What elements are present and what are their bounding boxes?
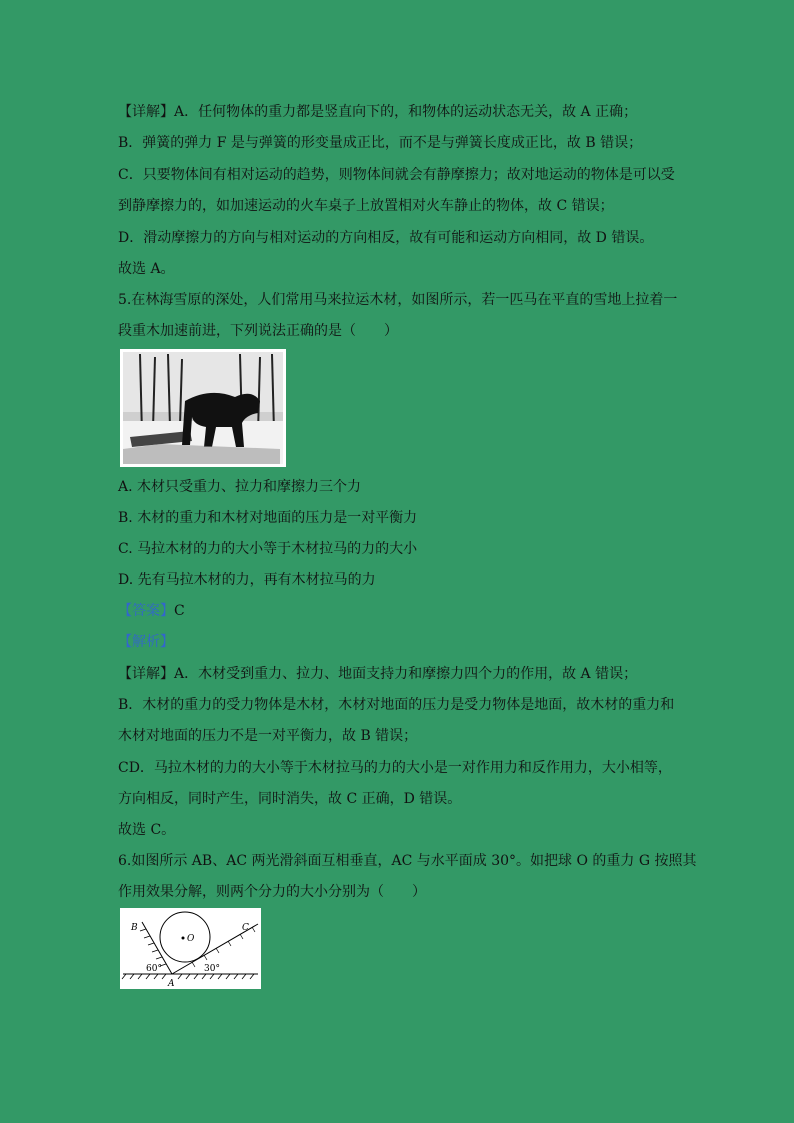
- q5-detail-a: 【详解】A．木材受到重力、拉力、地面支持力和摩擦力四个力的作用，故 A 错误；: [118, 666, 638, 682]
- q5-stem-line2: 段重木加速前进，下列说法正确的是（ ）: [118, 323, 398, 339]
- q4-detail-a: 【详解】A．任何物体的重力都是竖直向下的，和物体的运动状态无关，故 A 正确；: [118, 104, 638, 120]
- q5-detail-cd2: 方向相反，同时产生，同时消失，故 C 正确，D 错误。: [118, 791, 462, 807]
- q5-option-b: B. 木材的重力和木材对地面的压力是一对平衡力: [118, 510, 418, 526]
- q5-conclusion: 故选 C。: [118, 822, 176, 838]
- q6-stem-line2: 作用效果分解，则两个分力的大小分别为（ ）: [118, 884, 426, 900]
- inclined-planes-figure: [120, 908, 261, 989]
- q6-stem-line1: 6.如图所示 AB、AC 两光滑斜面互相垂直，AC 与水平面成 30°。如把球 O 的重力 G 按照其: [118, 853, 697, 869]
- q4-conclusion: 故选 A。: [118, 261, 175, 277]
- q4-detail-c2: 到静摩擦力的，如加速运动的火车桌子上放置相对火车静止的物体，故 C 错误；: [118, 198, 614, 214]
- q5-option-d: D. 先有马拉木材的力，再有木材拉马的力: [118, 572, 376, 588]
- q4-detail-b: B．弹簧的弹力 F 是与弹簧的形变量成正比，而不是与弹簧长度成正比，故 B 错误；: [118, 135, 643, 151]
- label-a: A: [168, 979, 175, 989]
- angle-60: 60°: [146, 964, 162, 974]
- q5-answer: [118, 601, 688, 621]
- q5-option-c: C. 马拉木材的力的大小等于木材拉马的力的大小: [118, 541, 418, 557]
- label-b: B: [131, 923, 138, 933]
- q5-stem-line1: 5.在林海雪原的深处，人们常用马来拉运木材，如图所示，若一匹马在平直的雪地上拉着一: [118, 292, 678, 308]
- q5-option-a: A. 木材只受重力、拉力和摩擦力三个力: [118, 479, 362, 495]
- answer-value: C: [174, 603, 185, 619]
- q5-analysis-tag: 【解析】: [118, 634, 174, 650]
- label-c: C: [242, 923, 249, 933]
- q4-detail-d: D．滑动摩擦力的方向与相对运动的方向相反，故有可能和运动方向相同，故 D 错误。: [118, 230, 654, 246]
- angle-30: 30°: [204, 964, 220, 974]
- q5-detail-b2: 木材对地面的压力不是一对平衡力，故 B 错误；: [118, 728, 418, 744]
- q4-detail-c1: C．只要物体间有相对运动的趋势，则物体间就会有静摩擦力；故对地运动的物体是可以受: [118, 167, 675, 183]
- q5-detail-cd1: CD．马拉木材的力的大小等于木材拉马的力的大小是一对作用力和反作用力，大小相等，: [118, 760, 672, 776]
- horse-logging-photo: [120, 349, 286, 467]
- q5-detail-b1: B．木材的重力的受力物体是木材，木材对地面的压力是受力物体是地面，故木材的重力和: [118, 697, 675, 713]
- answer-tag: 【答案】: [118, 603, 174, 619]
- ball-label: O: [187, 934, 195, 944]
